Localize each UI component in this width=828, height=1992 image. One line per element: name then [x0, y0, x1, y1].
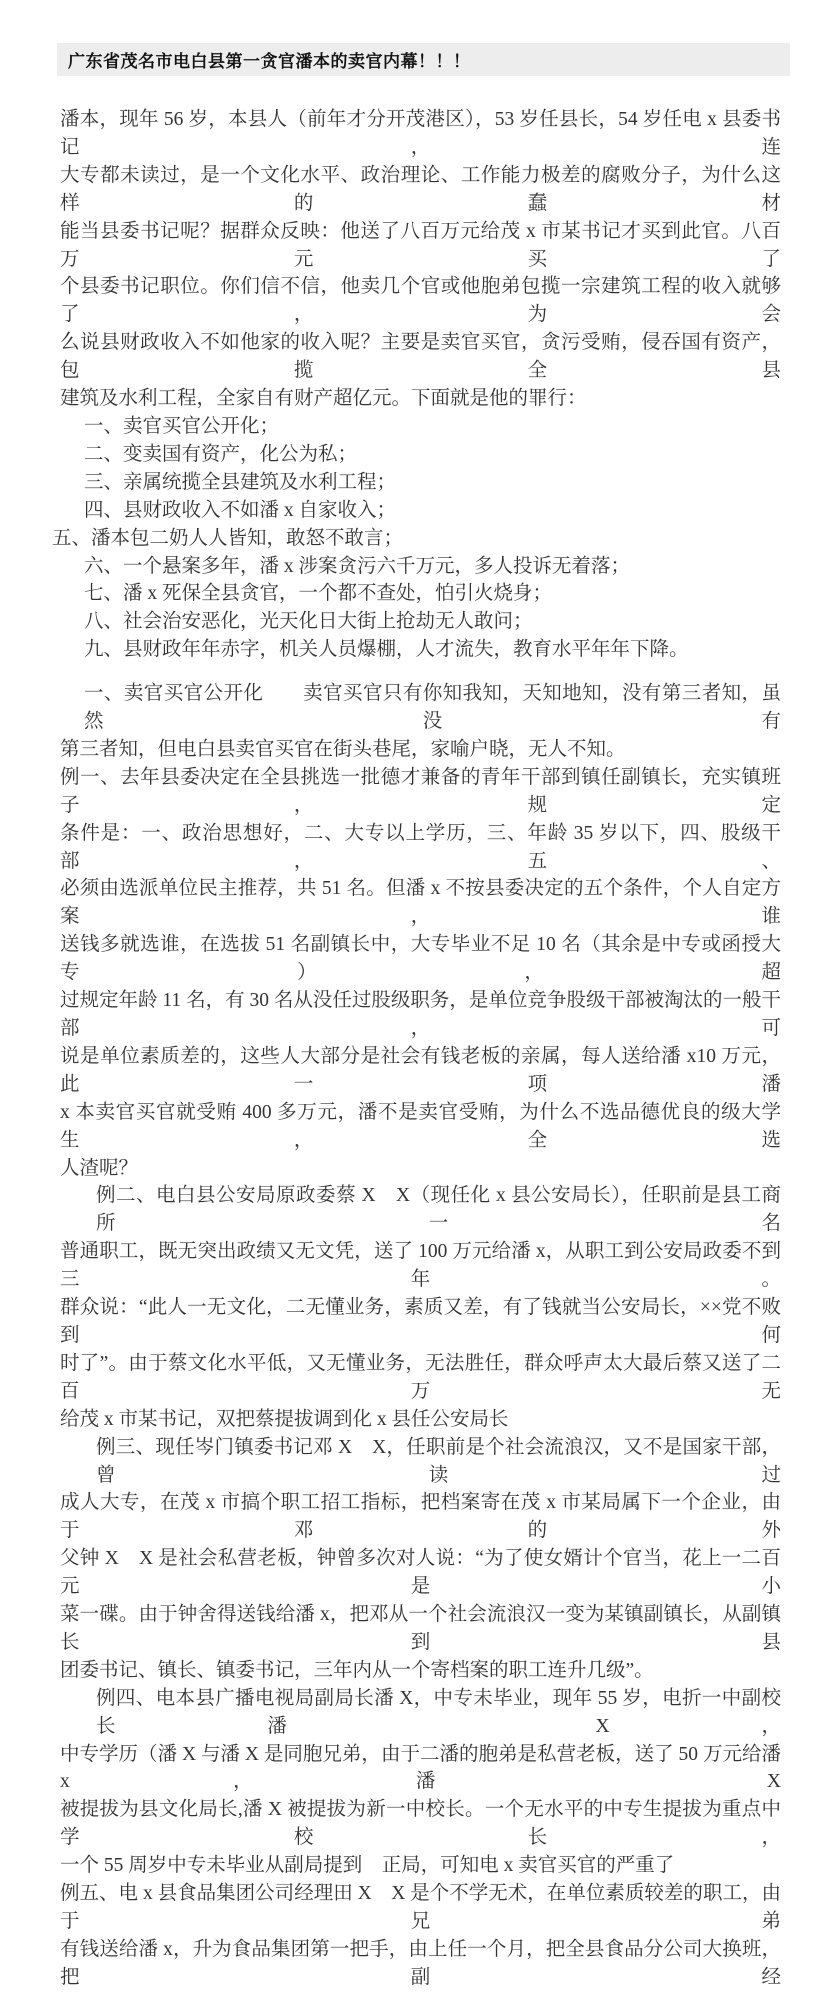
- text-line: 一、卖官买官公开化；: [84, 415, 280, 437]
- text-line: 给茂 x 市某书记，双把蔡提拔调到化 x 县任公安局长: [60, 1408, 509, 1430]
- text-line: 送钱多就选谁，在选拔 51 名副镇长中，大专毕业不足 10 名（其余是中专或函授大专），超: [60, 934, 781, 984]
- text-line: 成人大专，在茂 x 市搞个职工招工指标，把档案寄在茂 x 市某局属下一个企业，由于邓的外: [60, 1492, 781, 1542]
- title-bar: [57, 43, 790, 76]
- text-line: 时了”。由于蔡文化水平低，又无懂业务，无法胜任，群众呼声太大最后蔡又送了二百万无: [60, 1352, 781, 1402]
- paragraph-gap: [60, 664, 781, 680]
- text-line: 一、卖官买官公开化 卖官买官只有你知我知，天知地知，没有第三者知，虽然没有: [84, 683, 781, 733]
- text-line: 八、社会治安恶化，光天化日大街上抢劫无人敢问；: [84, 611, 533, 633]
- text-line: 例一、去年县委决定在全县挑选一批德才兼备的青年干部到镇任副镇长，充实镇班子，规定: [60, 766, 781, 816]
- text-line: 五、潘本包二奶人人皆知，敢怒不敢言；: [52, 527, 404, 549]
- text-line: 普通职工，既无突出政绩又无文凭，送了 100 万元给潘 x，从职工到公安局政委不到三年。: [60, 1241, 781, 1291]
- text-line: 被提拔为县文化局长,潘 X 被提拔为新一中校长。一个无水平的中专生提拔为重点中学校长，: [60, 1799, 781, 1849]
- text-line: 七、潘 x 死保全县贪官，一个都不查处，怕引火烧身；: [84, 583, 553, 605]
- text-line: 三、亲属统揽全县建筑及水利工程；: [84, 471, 397, 493]
- text-line: 二、变卖国有资产，化公为私；: [84, 443, 358, 465]
- text-line: 群众说：“此人一无文化，二无懂业务，素质又差，有了钱就当公安局长，××党不败到何: [60, 1297, 781, 1346]
- text-line: 能当县委书记呢？据群众反映：他送了八百万元给茂 x 市某书记才买到此官。八百万元买了: [60, 220, 781, 270]
- text-line: 父钟 X X 是社会私营老板，钟曾多次对人说：“为了使女婿计个官当，花上一二百元是小: [60, 1548, 781, 1598]
- text-line: 潘本，现年 56 岁，本县人（前年才分开茂港区），53 岁任县长，54 岁任电 x 县委书记，连: [60, 109, 781, 158]
- text-line: 有钱送给潘 x，升为食品集团第一把手，由上任一个月，把全县食品分公司大换班，把副经: [60, 1938, 781, 1988]
- text-line: x 本卖官买官就受贿 400 多万元，潘不是卖官受贿，为什么不选品德优良的级大学生，全选: [60, 1101, 781, 1151]
- text-line: 大专都未读过，是一个文化水平、政治理论、工作能力极差的腐败分子，为什么这样的蠢材: [60, 164, 781, 214]
- text-line: 个县委书记职位。你们信不信，他卖几个官或他胞弟包揽一宗建筑工程的收入就够了，为会: [60, 276, 781, 326]
- page-title: 广东省茂名市电白县第一贪官潘本的卖官内幕！！！: [68, 52, 471, 71]
- document-body: [52, 106, 781, 1992]
- text-line: 条件是：一、政治思想好，二、大专以上学历，三、年龄 35 岁以下，四、股级干部，五、: [60, 822, 781, 872]
- text-line: 过规定年龄 11 名，有 30 名从没任过股级职务，是单位竞争股级干部被淘汰的一般干部，可: [60, 990, 781, 1039]
- text-line: 建筑及水利工程，全家自有财产超亿元。下面就是他的罪行：: [60, 388, 587, 410]
- text-line: 例三、现任岑门镇委书记邓 X X，任职前是个社会流浪汉，又不是国家干部，曾读过: [96, 1436, 781, 1486]
- text-line: 四、县财政收入不如潘 x 自家收入；: [84, 499, 397, 521]
- text-line: 九、县财政年年赤字，机关人员爆棚，人才流失，教育水平年年下降。: [84, 639, 689, 661]
- text-line: 么说县财政收入不如他家的收入呢？主要是卖官买官，贪污受贿，侵吞国有资产，包揽全县: [60, 332, 781, 382]
- text-line: 必须由选派单位民主推荐，共 51 名。但潘 x 不按县委决定的五个条件，个人自定方案，谁: [60, 878, 781, 928]
- text-line: 例二、电白县公安局原政委蔡 X X（现任化 x 县公安局长），任职前是县工商所一名: [96, 1185, 781, 1235]
- text-line: 人渣呢？: [60, 1157, 139, 1179]
- text-line: 例四、电本县广播电视局副局长潘 X，中专未毕业，现年 55 岁，电折一中副校长潘 X，: [96, 1687, 781, 1737]
- text-line: 菜一碟。由于钟舍得送钱给潘 x，把邓从一个社会流浪汉一变为某镇副镇长，从副镇长到县: [60, 1604, 781, 1653]
- text-line: 一个 55 周岁中专未毕业从副局提到 正局，可知电 x 卖官买官的严重了: [60, 1855, 675, 1877]
- text-line: 中专学历（潘 X 与潘 X 是同胞兄弟，由于二潘的胞弟是私营老板，送了 50 万元给潘 x，潘 X: [60, 1743, 781, 1793]
- text-line: 说是单位素质差的，这些人大部分是社会有钱老板的亲属，每人送给潘 x10 万元，此一项潘: [60, 1045, 781, 1095]
- text-line: 六、一个悬案多年，潘 x 涉案贪污六千万元，多人投诉无着落；: [84, 555, 631, 577]
- text-line: 团委书记、镇长、镇委书记，三年内从一个寄档案的职工连升几级”。: [60, 1659, 654, 1681]
- text-line: 例五、电 x 县食品集团公司经理田 X X 是个不学无术，在单位素质较差的职工，由于兄弟: [60, 1883, 781, 1932]
- text-line: 第三者知，但电白县卖官买官在街头巷尾，家喻户晓，无人不知。: [60, 738, 626, 760]
